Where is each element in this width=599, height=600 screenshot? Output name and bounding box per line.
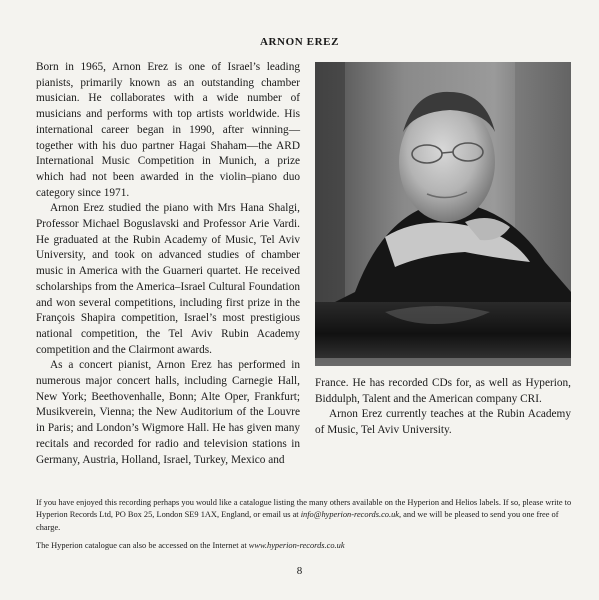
bio-paragraph-1: Born in 1965, Arnon Erez is one of Israel’s leading pianists, primarily known as an outstanding chamber musician. He collaborates with a wide number of musicians and performs with top artists worldwide. His international career began in 1990, after winning—together with his duo partner Hagai Shaham—the ARD International Music Competition in Munich, a prize which had not been awarded in the violin–piano duo category since 1971. — [36, 61, 300, 199]
internet-text: The Hyperion catalogue can also be accessed on the Internet at — [36, 541, 249, 551]
biography-left-column — [36, 60, 300, 468]
bio-paragraph-3: As a concert pianist, Arnon Erez has performed in numerous major concert halls, including Carnegie Hall, New York; Beethovenhalle, Bonn; Alte Oper, Frankfurt; Musikverein, Vienna; the New Auditorium of the Louvre in Paris; and London’s Wigmore Hall. He has given many recitals and recorded for radio and television stations in Germany, Austria, Holland, Israel, Turkey, Mexico and — [36, 359, 300, 466]
catalogue-text: If you have enjoyed this recording perhaps you would like a catalogue listing the many others available on the Hyperion and Helios labels. If so, please write to Hyperion Records Ltd, PO Box 25, London SE9 1AX, England, or email us at — [36, 498, 572, 520]
artist-photo — [315, 62, 571, 366]
artist-photo-image — [315, 62, 571, 366]
catalogue-footer — [36, 497, 572, 559]
page-number: 8 — [296, 565, 303, 577]
internet-notice — [36, 540, 572, 552]
email-link: info@hyperion-records.co.uk — [300, 510, 399, 520]
page-title: ARNON EREZ — [259, 36, 340, 48]
catalogue-text-end: , and we will be pleased to send you one free of charge. — [36, 510, 559, 532]
bio-paragraph-4: France. He has recorded CDs for, as well as Hyperion, Biddulph, Talent and the American company CRI. — [315, 377, 571, 405]
bio-paragraph-2: Arnon Erez studied the piano with Mrs Hana Shalgi, Professor Michael Boguslavski and Professor Arie Vardi. He graduated at the Rubin Academy of Music, Tel Aviv University, and took on advanced studies of chamber music in America with the Guarneri quartet. He received scholarships from the America–Israel Cultural Foundation and won several competitions, including first prize in the François Shapira competition, Israel’s most prestigious national competition, the Tel Aviv Rubin Academy competition and the Clairmont awards. — [36, 202, 300, 356]
bio-paragraph-5: Arnon Erez currently teaches at the Rubin Academy of Music, Tel Aviv University. — [315, 408, 571, 437]
biography-right-column — [315, 376, 571, 439]
catalogue-notice — [36, 497, 572, 534]
website-link: www.hyperion-records.co.uk — [248, 541, 345, 551]
